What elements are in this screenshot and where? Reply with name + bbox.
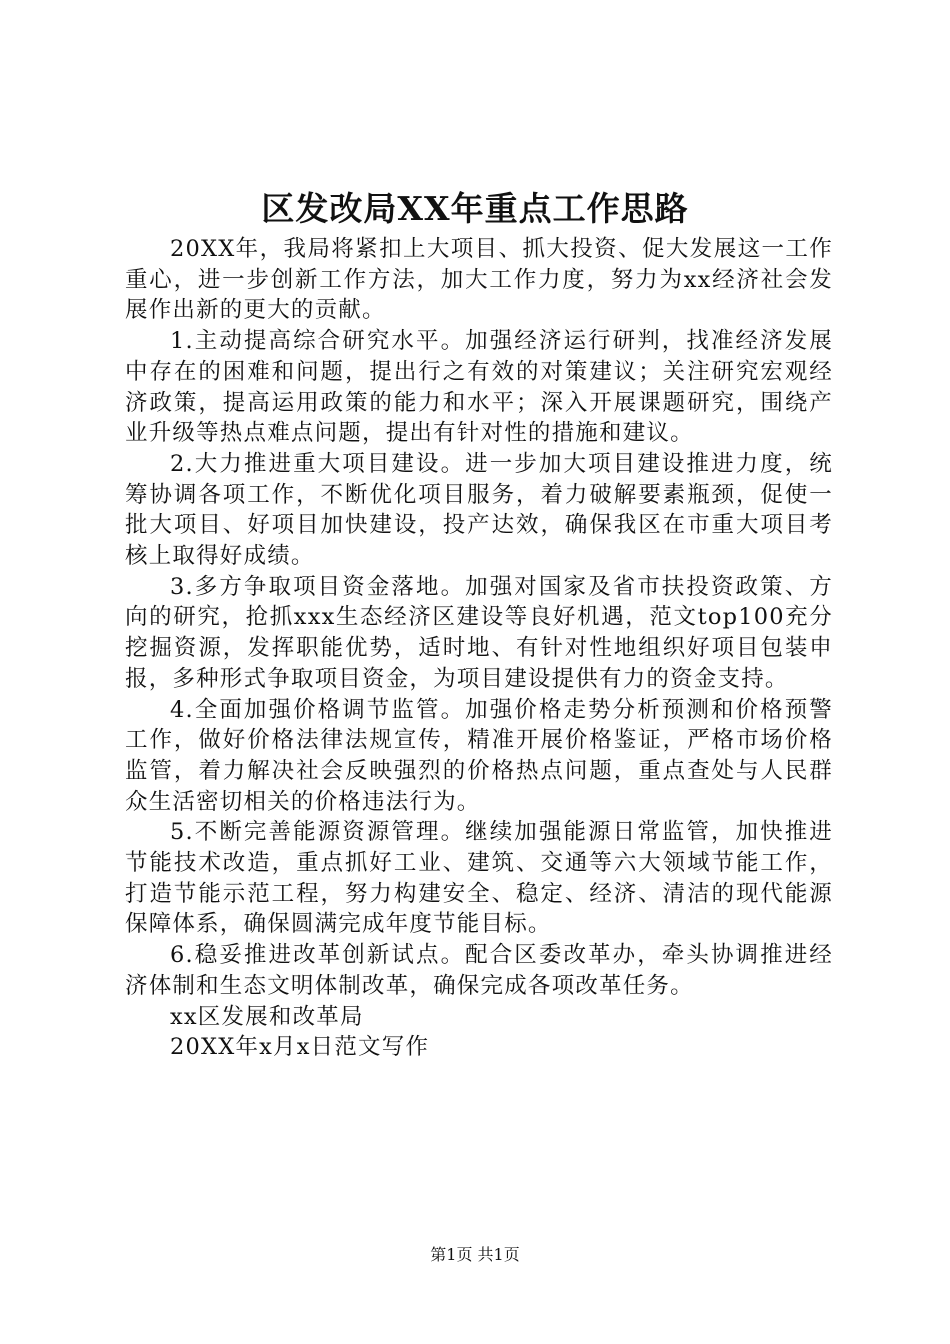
- item-paragraph-4: 4.全面加强价格调节监管。加强价格走势分析预测和价格预警工作，做好价格法律法规宣传，精准开展价格鉴证，严格市场价格监管，着力解决社会反映强烈的价格热点问题，重点查处与人民群众生活密切相关的价格违法行为。: [125, 696, 833, 815]
- item-paragraph-5: 5.不断完善能源资源管理。继续加强能源日常监管，加快推进节能技术改造，重点抓好工业、建筑、交通等六大领域节能工作，打造节能示范工程，努力构建安全、稳定、经济、清洁的现代能源保障体系，确保圆满完成年度节能目标。: [125, 819, 833, 938]
- item-paragraph-3: 3.多方争取项目资金落地。加强对国家及省市扶投资政策、方向的研究，抢抓xxx生态经济区建设等良好机遇，范文top100充分挖掘资源，发挥职能优势，适时地、有针对性地组织好项目包装申报，多种形式争取项目资金，为项目建设提供有力的资金支持。: [125, 573, 833, 692]
- item-paragraph-6: 6.稳妥推进改革创新试点。配合区委改革办，牵头协调推进经济体制和生态文明体制改革，确保完成各项改革任务。: [125, 942, 833, 999]
- intro-paragraph: 20XX年，我局将紧扣上大项目、抓大投资、促大发展这一工作重心，进一步创新工作方法，加大工作力度，努力为xx经济社会发展作出新的更大的贡献。: [125, 236, 833, 324]
- document-body: [125, 234, 833, 1063]
- signature-organization: xx区发展和改革局: [170, 1003, 364, 1030]
- document-title: 区发改局XX年重点工作思路: [261, 189, 689, 228]
- item-paragraph-1: 1.主动提高综合研究水平。加强经济运行研判，找准经济发展中存在的困难和问题，提出行之有效的对策建议；关注研究宏观经济政策，提高运用政策的能力和水平；深入开展课题研究，围绕产业升级等热点难点问题，提出有针对性的措施和建议。: [125, 328, 833, 447]
- page-number-footer: 第1页 共1页: [430, 1245, 520, 1264]
- item-paragraph-2: 2.大力推进重大项目建设。进一步加大项目建设推进力度，统筹协调各项工作，不断优化项目服务，着力破解要素瓶颈，促使一批大项目、好项目加快建设，投产达效，确保我区在市重大项目考核上取得好成绩。: [125, 450, 833, 570]
- signature-date: 20XX年x月x日范文写作: [170, 1034, 430, 1061]
